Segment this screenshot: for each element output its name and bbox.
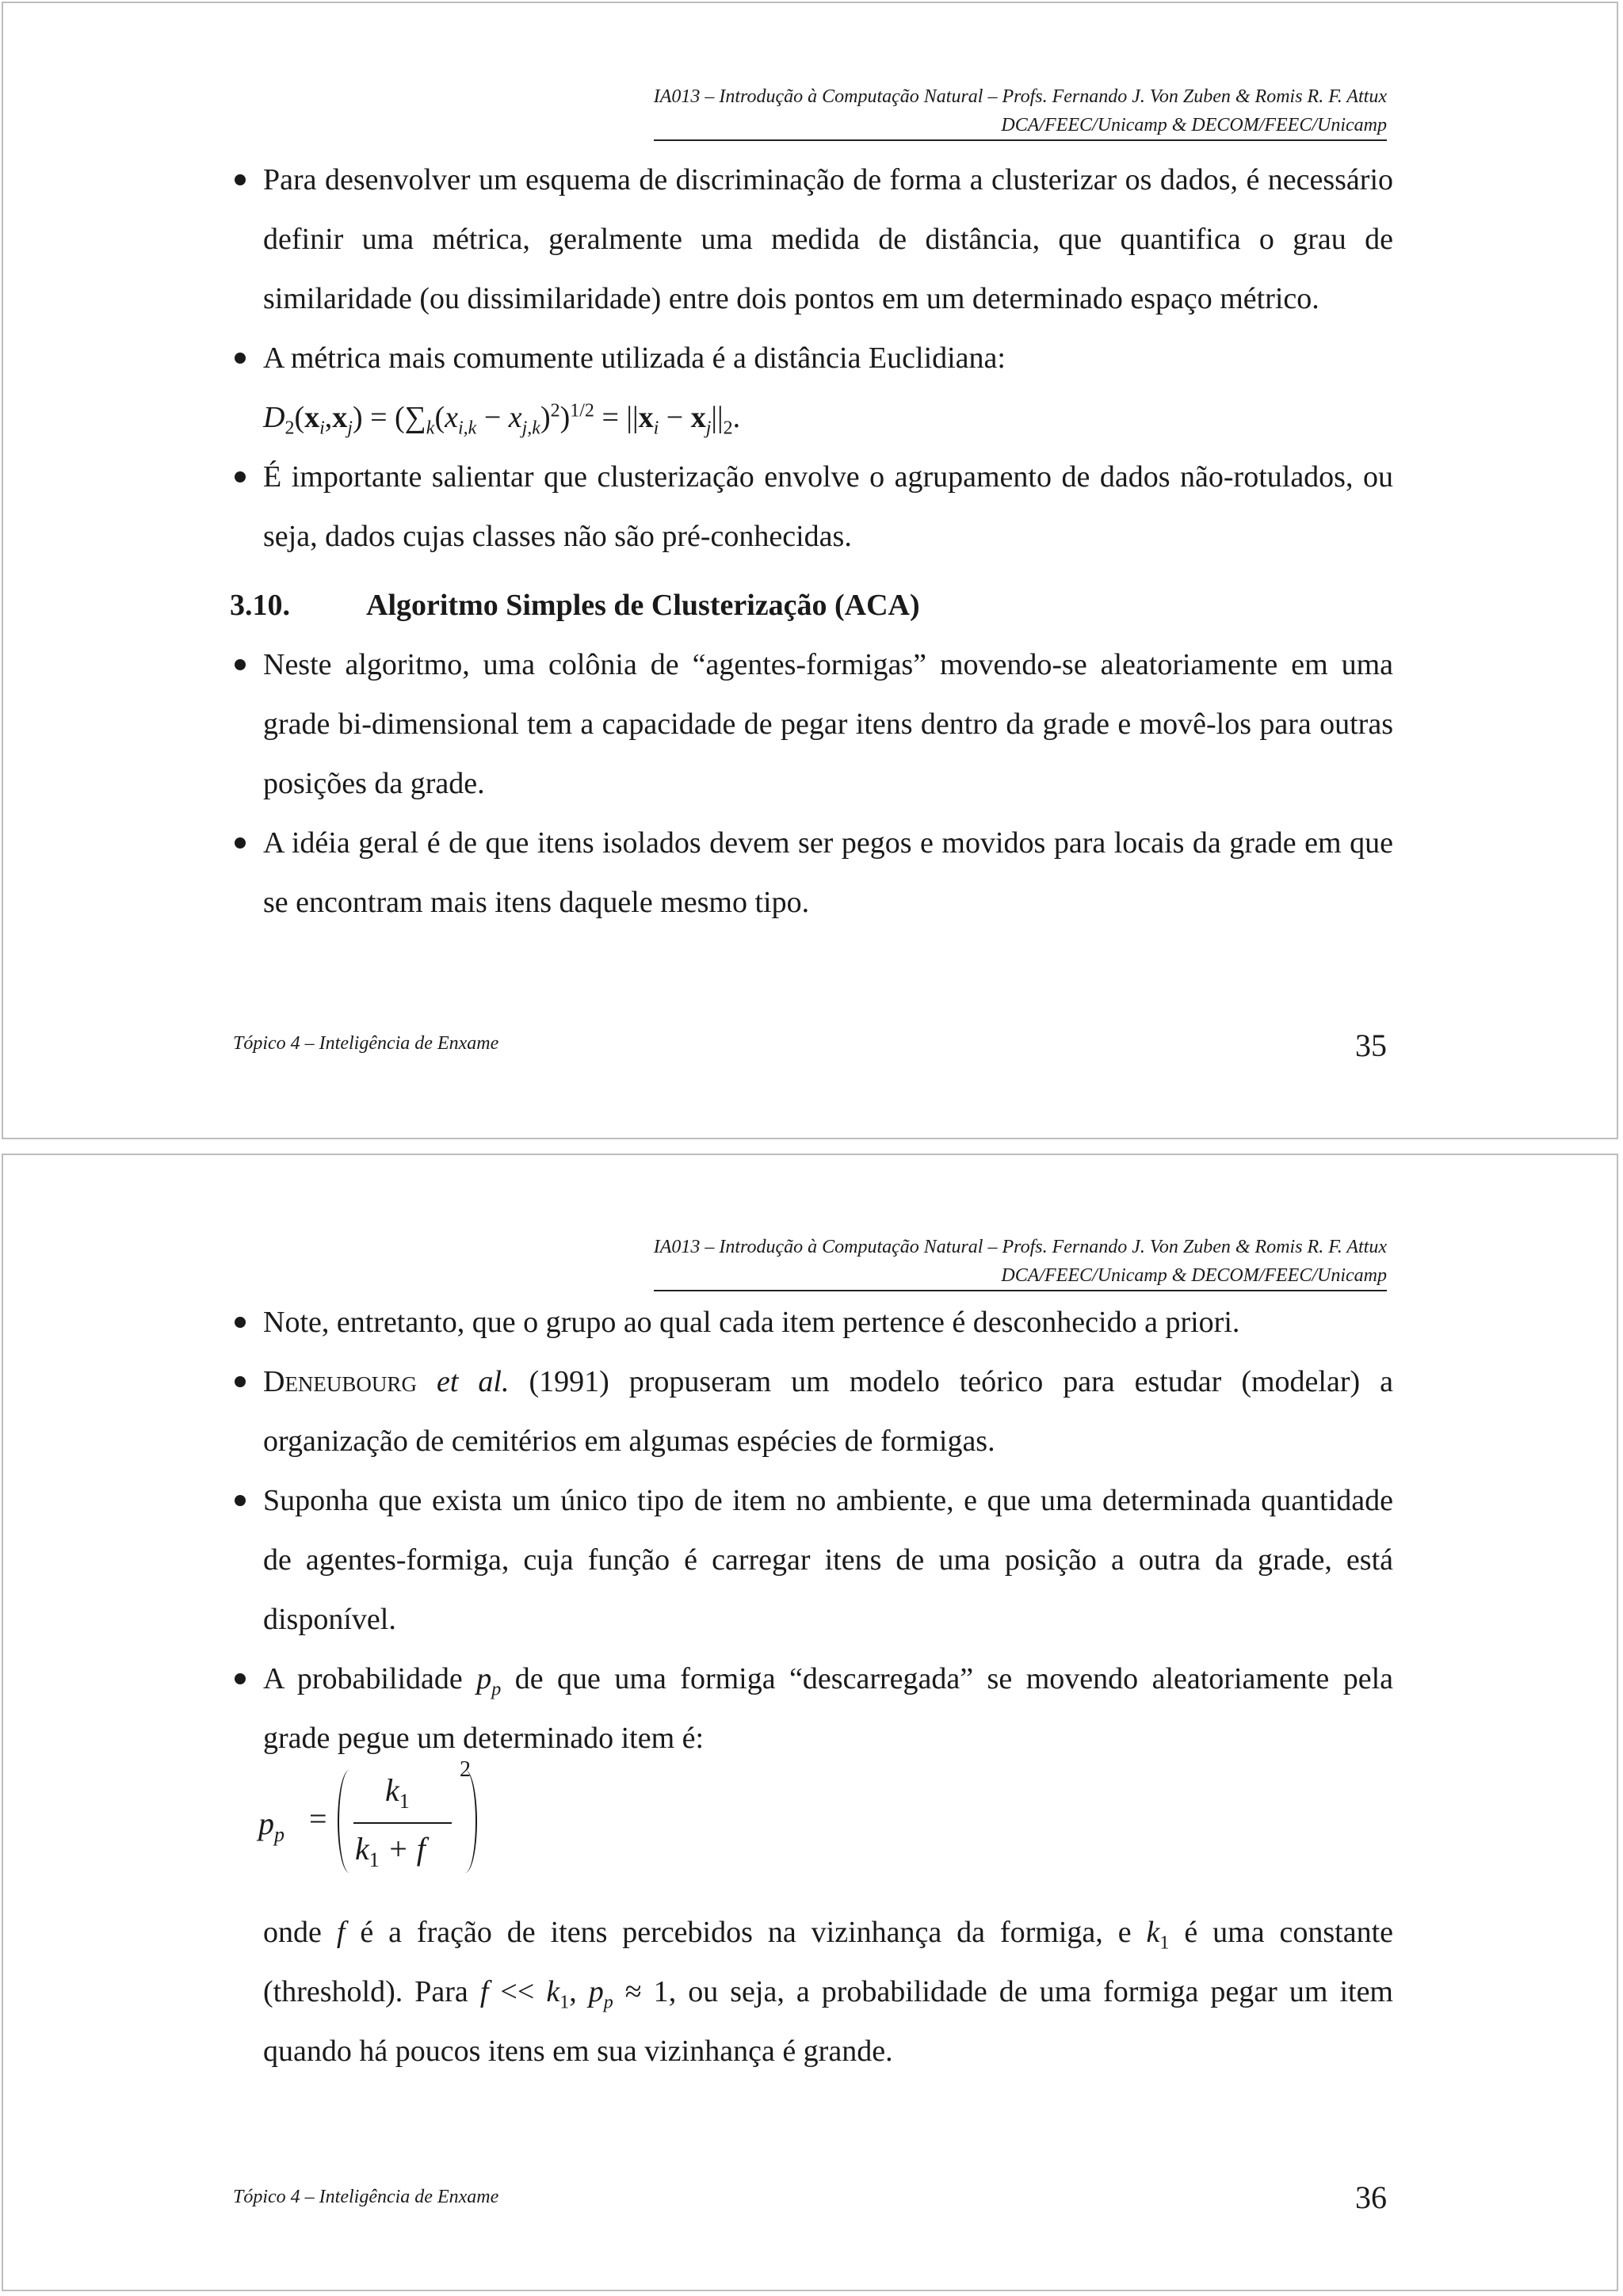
bullet-dot — [235, 837, 246, 849]
slide-36 — [2, 1154, 1618, 2291]
bullet-dot — [235, 1376, 246, 1387]
slide-header — [654, 82, 1387, 141]
slide-body — [230, 151, 1393, 933]
header-course: IA013 – Introdução à Computação Natural – Profs. Fernando J. Von Zuben & Romis R. F. Attux — [653, 1237, 1387, 1257]
bullet-item: Para desenvolver um esquema de discriminação de forma a clusterizar os dados, é necessário definir uma métrica, geralmente uma medida de distância, que quantifica o grau de similaridade (ou dissimilaridade) entre dois pontos em um determinado espaço métrico. — [230, 151, 1393, 329]
header-course: IA013 – Introdução à Computação Natural – Profs. Fernando J. Von Zuben & Romis R. F. Attux — [653, 86, 1387, 107]
bullet-dot — [235, 471, 246, 482]
section-heading: 3.10. Algoritmo Simples de Clusterização (ACA) — [230, 589, 920, 622]
bullet-item: A métrica mais comumente utilizada é a distância Euclidiana: — [230, 329, 1393, 388]
page-number: 35 — [1355, 1028, 1387, 1063]
bullet-item: Note, entretanto, que o grupo ao qual cada item pertence é desconhecido a priori. — [230, 1293, 1393, 1352]
slide-35 — [2, 2, 1618, 1139]
bullet-item: Deneubourg et al. (1991) propuseram um modelo teórico para estudar (modelar) a organização de cemitérios em algumas espécies de formigas. — [230, 1352, 1393, 1471]
formula-explanation: onde f é a fração de itens percebidos na vizinhança da formiga, e $k_1$ é uma constante (threshold). Para $f << k_1$, $p_p \approx 1$, ou seja, a probabilidade de uma formiga pegar um item quando há poucos itens em sua vizinhança é grande. — [263, 1916, 1394, 2068]
header-department: DCA/FEEC/Unicamp & DECOM/FEEC/Unicamp — [654, 111, 1387, 141]
footer-topic: Tópico 4 – Inteligência de Enxame — [233, 1033, 499, 1054]
footer-topic: Tópico 4 – Inteligência de Enxame — [233, 2187, 499, 2207]
bullet-dot — [235, 1317, 246, 1328]
slide-header — [654, 1233, 1387, 1291]
bullet-dot — [235, 1495, 246, 1506]
page-number: 36 — [1355, 2180, 1387, 2215]
bullet-item: Suponha que exista um único tipo de item no ambiente, e que uma determinada quantidade de agentes-formiga, cuja função é carregar itens de uma posição a outra da grade, está disponível. — [230, 1471, 1393, 1650]
slide-body — [230, 1293, 1393, 2081]
pickup-probability-formula: $p_p$ = $k_1$ $k_1 + f$ 2 — [230, 1768, 1393, 1903]
euclidean-distance-formula: $D_2(x_i,x_j) = (\sum_k(x_{i,k} - x_{j,k})^2)^{1/2} = ||x_i - x_j||_2$. — [263, 400, 741, 439]
bullet-item: A probabilidade $p_p$ de que uma formiga “descarregada” se movendo aleatoriamente pela grade pegue um determinado item é: — [230, 1650, 1393, 1768]
bullet-item: É importante salientar que clusterização envolve o agrupamento de dados não-rotulados, ou seja, dados cujas classes não são pré-conhecidas. — [230, 448, 1393, 566]
bullet-dot — [235, 353, 246, 364]
header-department: DCA/FEEC/Unicamp & DECOM/FEEC/Unicamp — [654, 1261, 1387, 1291]
bullet-dot — [235, 659, 246, 670]
bullet-item: A idéia geral é de que itens isolados devem ser pegos e movidos para locais da grade em que se encontram mais itens daquele mesmo tipo. — [230, 814, 1393, 933]
bullet-dot — [235, 174, 246, 185]
bullet-dot — [235, 1673, 246, 1684]
bullet-item: Neste algoritmo, uma colônia de “agentes-formigas” movendo-se aleatoriamente em uma grade bi-dimensional tem a capacidade de pegar itens dentro da grade e movê-los para outras posições da grade. — [230, 635, 1393, 814]
